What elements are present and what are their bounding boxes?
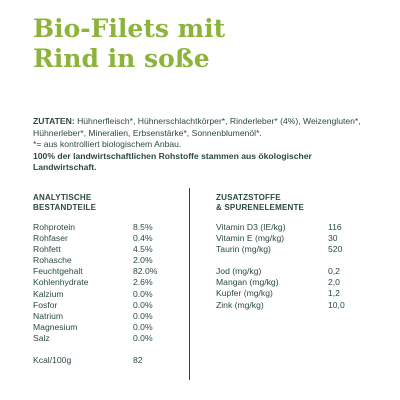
row-value: 8.5%	[133, 222, 153, 232]
row-name: Vitamin E (mg/kg)	[216, 233, 285, 244]
row-value: 0.0%	[133, 299, 153, 310]
row-gap	[33, 344, 183, 355]
product-title	[33, 14, 225, 74]
kcal-row	[33, 355, 183, 366]
row-name: Rohprotein	[33, 222, 76, 232]
row-value: 0,2	[328, 266, 340, 277]
row-value: 0.4%	[133, 233, 153, 244]
row-gap	[216, 255, 376, 266]
organic-statement: 100% der landwirtschaftlichen Rohstoffe stammen aus ökologischer Landwirtschaft.	[33, 150, 312, 172]
table-row	[33, 289, 183, 300]
row-value: 1,2	[328, 288, 340, 299]
row-name: Feuchtgehalt	[33, 266, 83, 277]
row-value: 2,0	[328, 277, 340, 288]
row-value: 0.0%	[133, 332, 153, 343]
row-name: Magnesium	[33, 321, 78, 332]
table-row	[216, 300, 376, 311]
analytical-table	[33, 222, 183, 366]
table-row	[33, 311, 183, 322]
ingredients-section	[33, 116, 373, 174]
table-row	[216, 244, 376, 255]
table-row	[216, 266, 376, 277]
table-row	[33, 277, 183, 288]
row-value: 82.0%	[133, 266, 158, 277]
row-value: 30	[328, 233, 338, 244]
row-name: Kohlenhydrate	[33, 277, 89, 288]
row-name: Jod (mg/kg)	[216, 266, 262, 277]
ingredients-text: Hühnerfleisch*, Hühnerschlachtkörper*, Rinderleber* (4%), Weizengluten*, Hühnerleber*, Mineralien, Erbsenstärke*, Sonnenblumenöl*.	[33, 116, 361, 138]
row-name: Rohasche	[33, 255, 72, 266]
row-name: Vitamin D3 (IE/kg)	[216, 222, 286, 232]
row-name: Taurin (mg/kg)	[216, 244, 271, 255]
analytical-heading-line-2: BESTANDTEILE	[33, 203, 97, 212]
row-value: 10,0	[328, 299, 345, 310]
ingredients-label: ZUTATEN:	[33, 116, 75, 126]
row-value: 0.0%	[133, 288, 153, 299]
additives-heading	[216, 193, 304, 213]
row-name: Kalzium	[33, 288, 64, 299]
product-title-line-1: Bio-Filets mit	[33, 14, 226, 43]
table-row	[33, 322, 183, 333]
organic-footnote: *= aus kontrolliert biologischem Anbau.	[33, 139, 182, 149]
row-value: 116	[328, 222, 342, 232]
row-value: 0.0%	[133, 310, 153, 321]
row-name: Mangan (mg/kg)	[216, 277, 279, 288]
analytical-heading	[33, 193, 96, 213]
table-row	[33, 300, 183, 311]
additives-heading-line-1: ZUSATZSTOFFE	[216, 193, 281, 202]
column-divider	[189, 188, 190, 380]
analytical-heading-line-1: ANALYTISCHE	[33, 193, 92, 202]
kcal-name: Kcal/100g	[33, 355, 72, 366]
table-row	[33, 244, 183, 255]
row-value: 2.6%	[133, 277, 153, 288]
table-row	[33, 266, 183, 277]
kcal-value: 82	[133, 355, 143, 366]
row-value: 0.0%	[133, 321, 153, 332]
row-name: Natrium	[33, 310, 64, 321]
table-row	[33, 255, 183, 266]
row-name: Rohfett	[33, 244, 61, 255]
table-row	[216, 233, 376, 244]
row-name: Salz	[33, 332, 50, 343]
row-value: 2.0%	[133, 255, 153, 266]
row-value: 520	[328, 244, 343, 255]
table-row	[216, 277, 376, 288]
additives-table	[216, 222, 376, 311]
table-row	[33, 222, 183, 233]
row-name: Zink (mg/kg)	[216, 299, 264, 310]
row-name: Rohfaser	[33, 233, 68, 244]
product-title-line-2: Rind in soße	[33, 44, 210, 73]
additives-heading-line-2: & SPURENELEMENTE	[216, 203, 305, 212]
table-row	[33, 233, 183, 244]
row-name: Fosfor	[33, 299, 58, 310]
table-row	[33, 333, 183, 344]
row-value: 4.5%	[133, 244, 153, 255]
table-row	[216, 288, 376, 299]
table-row	[216, 222, 376, 233]
row-name: Kupfer (mg/kg)	[216, 288, 273, 299]
